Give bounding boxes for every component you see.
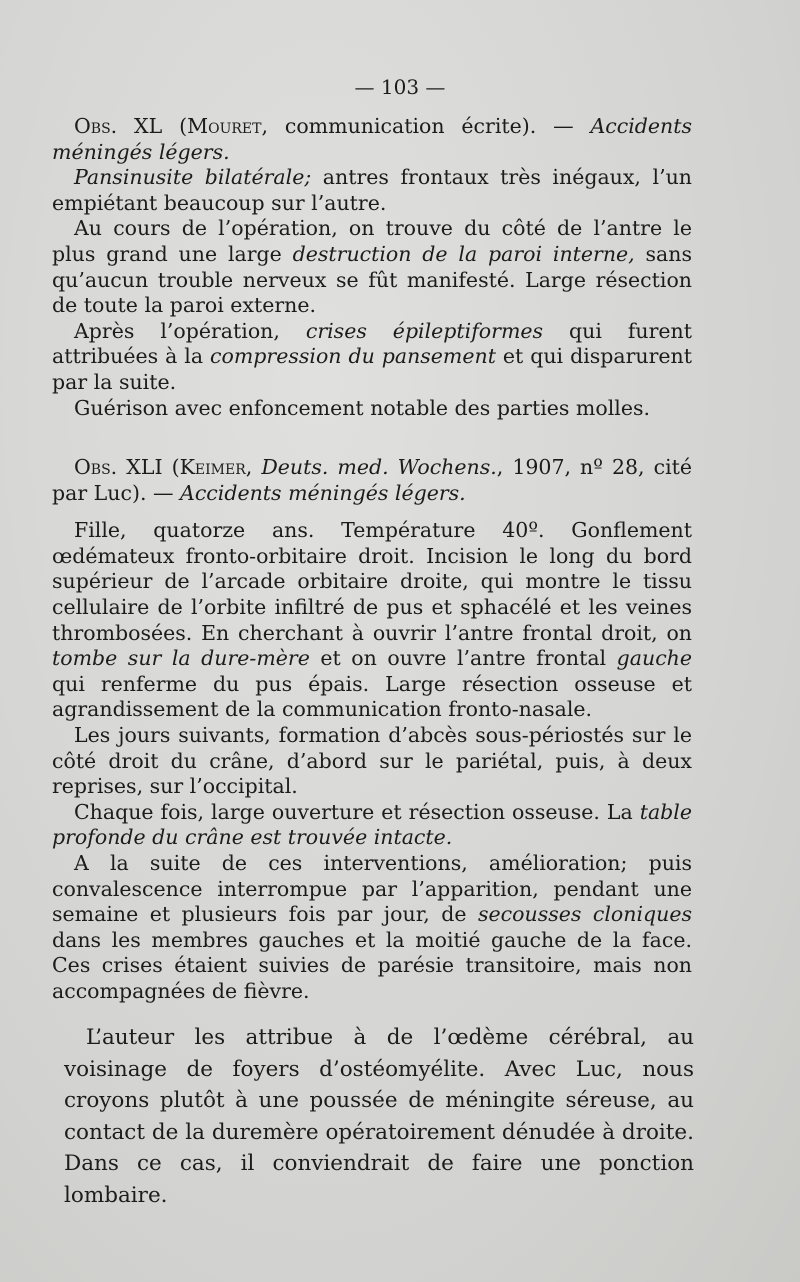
obs40-p2-a: Au cours de l’opération, on trouve du côté de l’antre le plus grand une large: [52, 216, 692, 266]
obs40-p1-text: antres frontaux très inégaux, l’un empiétant beaucoup sur l’autre.: [52, 165, 692, 215]
obs41-p4-a: A la suite de ces interventions, amélioration; puis convalescence interrompue par l’apparition, pendant une semaine et plusieurs fois par jour, de: [52, 850, 692, 927]
obs40-label: Obs. XL: [74, 114, 163, 138]
obs40-p1-italic: Pansinusite bilatérale;: [74, 165, 312, 190]
obs41-p1-c: qui renferme du pus épais. Large résection osseuse et agrandissement de la communication fronto-nasale.: [52, 671, 692, 722]
spacer: [52, 506, 692, 518]
obs41-p1-italic-1: tombe sur la dure-mère: [52, 646, 310, 671]
obs40-source: , communication écrite). —: [261, 114, 591, 138]
obs40-paragraph-4: Guérison avec enfoncement notable des parties molles.: [74, 395, 650, 420]
obs41-p1-italic-2: gauche: [616, 646, 693, 671]
obs40-p3-c: et qui disparurent par la suite.: [52, 344, 692, 394]
obs41-paragraph-2: Les jours suivants, formation d’abcès sous-périostés sur le côté droit du crâne, d’abord sur le pariétal, puis, à deux reprises, sur l’occipital.: [52, 722, 692, 799]
conclusion-paragraph: L’auteur les attribue à de l’œdème cérébral, au voisinage de foyers d’ostéomyélite. Avec Luc, nous croyons plutôt à une poussée de méningite séreuse, au contact de la duremère opératoirement dénudée à droite. Dans ce cas, il conviendrait de faire une ponction lombaire.: [64, 1025, 694, 1208]
obs41-heading: Obs. XLI (Keimer, Deuts. med. Wochens., 1907, nº 28, cité par Luc). — Accidents méningés légers.: [52, 455, 692, 505]
obs41-paragraph-3: [52, 800, 692, 851]
obs41-p3-italic: table profonde du crâne est trouvée intacte.: [52, 799, 692, 850]
obs40-title: Accidents méningés légers.: [52, 114, 693, 164]
obs41-p1-b: et on ouvre l’antre frontal: [309, 646, 617, 671]
obs41-author: Keimer: [179, 455, 246, 479]
obs41-p4-b: dans les membres gauches et la moitié gauche de la face. Ces crises étaient suivies de parésie transitoire, mais non accompagnées de fièvre.: [52, 927, 692, 1003]
obs41-p3-a: Chaque fois, large ouverture et résection osseuse. La: [74, 799, 640, 824]
obs40-p3-italic-2: compression du pansement: [210, 344, 496, 369]
obs41-paragraph-1: [52, 518, 692, 723]
obs41-ref: , 1907, nº 28, cité par Luc). —: [52, 455, 692, 505]
obs40-p2-b: sans qu’aucun trouble nerveux se fût manifesté. Large résection de toute la paroi externe.: [52, 241, 692, 318]
obs41-p1-a: Fille, quatorze ans. Température 40º. Gonflement œdémateux fronto-orbitaire droit. Incision le long du bord supérieur de l’arcade orbitaire droite, qui montre le tissu cellulaire de l’orbite infiltré de pus et sphacélé et les veines thrombosées. En cherchant à ouvrir l’antre frontal droit, on: [52, 518, 692, 645]
obs40-paragraph-1: [52, 165, 692, 216]
obs40-heading: Obs. XL (Mouret, communication écrite). — Accidents méningés légers.: [52, 114, 693, 164]
obs41-journal: Deuts. med. Wochens.: [261, 455, 497, 479]
obs41-paragraph-4: [52, 851, 692, 1005]
page-number: — 103 —: [354, 75, 446, 99]
obs40-paragraph-2: [52, 216, 692, 318]
obs40-p3-b: qui furent attribuées à la: [52, 318, 692, 369]
obs40-p3-italic-1: crises épileptiformes: [305, 318, 544, 343]
obs40-author: Mouret: [187, 114, 262, 138]
observation-41: [52, 455, 692, 1004]
obs41-label: Obs. XLI: [74, 455, 163, 479]
obs40-paragraph-3: [52, 319, 692, 396]
obs40-p2-italic: destruction de la paroi interne,: [292, 241, 635, 266]
obs41-p4-italic: secousses cloniques: [478, 902, 692, 927]
conclusion-block: [64, 1022, 694, 1211]
obs40-p3-a: Après l’opération,: [74, 318, 306, 343]
obs41-title: Accidents méningés légers.: [180, 480, 466, 505]
observation-40: [52, 114, 692, 421]
